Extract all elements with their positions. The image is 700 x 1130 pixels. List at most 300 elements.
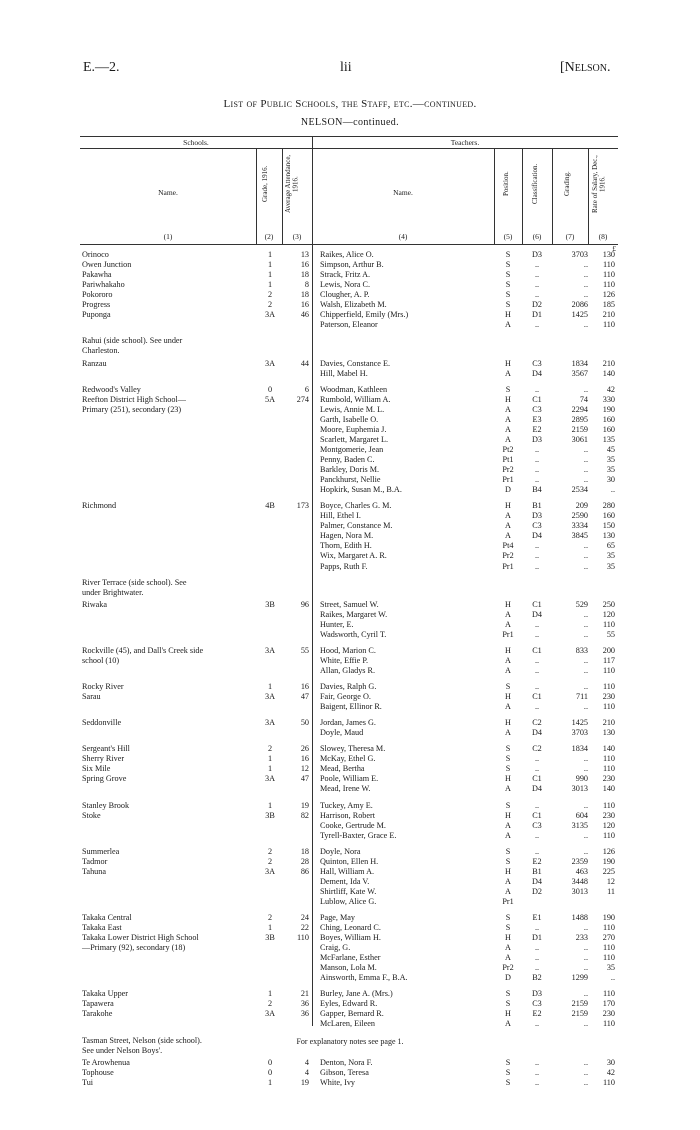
cell-grading: .. xyxy=(583,989,588,999)
cell-school-name: Tophouse xyxy=(82,1067,114,1077)
cell-position: H xyxy=(505,358,511,368)
cell-teacher-name: Woodman, Kathleen xyxy=(320,384,388,394)
cell-attendance: 44 xyxy=(300,358,309,368)
cell-grading: 3135 xyxy=(571,820,588,830)
table-row xyxy=(80,913,618,923)
cell-classification: .. xyxy=(534,665,540,675)
cell-teacher-name: Jordan, James G. xyxy=(320,718,376,728)
cell-salary: 130 xyxy=(602,250,615,259)
table-row xyxy=(80,455,618,465)
cell-teacher-name: Simpson, Arthur B. xyxy=(320,260,384,270)
cell-school-name: Primary (251), secondary (23) xyxy=(82,404,182,414)
cell-teacher-name: Strack, Fritz A. xyxy=(320,270,371,280)
cell-school-name: Stoke xyxy=(82,810,101,820)
cell-classification: D4 xyxy=(531,531,542,541)
table-row xyxy=(80,692,618,702)
cell-salary: 110 xyxy=(603,953,615,963)
table-row xyxy=(80,963,618,973)
table-row xyxy=(80,989,618,999)
cell-position: H xyxy=(505,310,511,320)
cell-position: S xyxy=(505,744,511,754)
cell-teacher-name: Craig, G. xyxy=(320,943,351,953)
cell-attendance: 26 xyxy=(300,744,309,754)
cell-school-name: Summerlea xyxy=(82,846,120,856)
table-row xyxy=(80,346,618,356)
cell-grading: 2086 xyxy=(571,300,588,310)
cell-classification: .. xyxy=(534,444,540,454)
cell-teacher-name: McKay, Ethel G. xyxy=(320,754,376,764)
cell-classification: .. xyxy=(534,619,540,629)
cell-position: S xyxy=(505,1077,511,1087)
cell-classification: .. xyxy=(534,290,540,300)
cell-grade: 1 xyxy=(267,682,273,691)
cell-teacher-name: Harrison, Robert xyxy=(320,810,376,820)
cell-teacher-name: Walsh, Elizabeth M. xyxy=(320,300,387,310)
cell-grading: .. xyxy=(583,655,588,665)
cell-position: A xyxy=(505,434,511,444)
cell-attendance: 46 xyxy=(300,310,309,320)
cell-school-name: Seddonville xyxy=(82,718,122,728)
cell-salary: 110 xyxy=(603,619,615,629)
cell-teacher-name: Poole, William E. xyxy=(320,774,379,784)
cell-grading: 1425 xyxy=(571,310,588,320)
table-row xyxy=(80,877,618,887)
cell-salary: 110 xyxy=(603,280,615,290)
cell-grading: .. xyxy=(583,455,588,464)
cell-classification: C2 xyxy=(532,718,542,728)
table-row xyxy=(80,588,618,598)
cell-classification: C1 xyxy=(532,394,542,404)
cell-grading: .. xyxy=(583,1077,588,1087)
cell-position: H xyxy=(505,774,511,784)
cell-classification: D4 xyxy=(531,609,542,619)
cell-classification: D3 xyxy=(531,250,542,259)
cell-salary: 230 xyxy=(602,774,615,784)
cell-salary: 210 xyxy=(602,310,615,320)
cell-salary: 110 xyxy=(603,800,615,810)
cell-teacher-name: Allan, Gladys R. xyxy=(320,665,376,675)
cell-salary: 250 xyxy=(602,599,615,609)
table-row xyxy=(80,847,618,857)
cell-position: S xyxy=(505,912,511,922)
table-row xyxy=(80,821,618,831)
col-num: (4) xyxy=(398,232,408,241)
cell-classification: .. xyxy=(534,280,540,290)
cell-classification: C3 xyxy=(532,404,542,414)
cell-salary: 270 xyxy=(602,933,615,942)
cell-teacher-name: Eyles, Edward R. xyxy=(320,999,378,1009)
cell-attendance: 24 xyxy=(300,912,309,922)
cell-grade: 1 xyxy=(267,270,273,280)
table-row xyxy=(80,531,618,541)
cell-grading: 2895 xyxy=(571,414,588,424)
cell-school-name: Te Arowhenua xyxy=(82,1057,130,1067)
cell-grade: 5A xyxy=(264,394,275,404)
cell-salary: 190 xyxy=(602,404,615,414)
cell-school-name: Owen Junction xyxy=(82,260,132,270)
cell-school-name: Sarau xyxy=(82,692,101,701)
cell-teacher-name: Denton, Nora F. xyxy=(320,1057,373,1067)
cell-teacher-name: Hood, Marion C. xyxy=(320,645,376,655)
cell-grading: 1834 xyxy=(571,744,588,754)
group-header-teachers: Teachers. xyxy=(450,138,480,147)
cell-school-name: Takaka Central xyxy=(82,912,132,922)
table-row xyxy=(80,1046,618,1056)
cell-classification: D3 xyxy=(531,511,542,521)
col-num: (7) xyxy=(565,232,575,241)
footer-note: For explanatory notes see page 1. xyxy=(296,1037,404,1046)
cell-position: S xyxy=(505,800,511,810)
cell-salary: 35 xyxy=(606,963,615,973)
cell-salary: 230 xyxy=(602,1009,615,1019)
cell-grading: .. xyxy=(583,551,588,561)
cell-salary: 140 xyxy=(602,784,615,794)
cell-grade: 0 xyxy=(267,1057,273,1067)
cell-teacher-name: Baigent, Ellinor R. xyxy=(320,702,382,712)
cell-position: A xyxy=(505,424,511,434)
cell-position: S xyxy=(505,300,511,310)
cell-salary: 190 xyxy=(602,856,615,866)
cell-position: S xyxy=(505,250,511,259)
cell-grading: 2359 xyxy=(571,856,588,866)
cell-grade: 3A xyxy=(264,866,275,876)
cell-classification: D1 xyxy=(531,310,542,320)
cell-teacher-name: Ainsworth, Emma F., B.A. xyxy=(320,973,408,983)
cell-grade: 2 xyxy=(267,912,273,922)
cell-teacher-name: White, Effie P. xyxy=(320,655,369,665)
cell-grading: .. xyxy=(583,629,588,639)
cell-grading: 1488 xyxy=(571,912,588,922)
table-row xyxy=(80,620,618,630)
cell-classification: .. xyxy=(534,384,540,394)
table-row xyxy=(80,728,618,738)
cell-school-name: Pariwhakaho xyxy=(82,280,125,290)
table-row xyxy=(80,336,618,346)
cell-position: Pt4 xyxy=(502,541,514,551)
table-row xyxy=(80,774,618,784)
cell-grading: 2159 xyxy=(571,424,588,434)
cell-grading: 990 xyxy=(575,774,588,784)
cell-teacher-name: Tuckey, Amy E. xyxy=(320,800,373,810)
cell-school-name: Takaka Lower District High School xyxy=(82,933,199,942)
cell-position: Pr1 xyxy=(502,475,514,485)
cell-school-name: Sergeant's Hill xyxy=(82,744,130,754)
cell-grading: .. xyxy=(583,475,588,485)
cell-grading: .. xyxy=(583,465,588,474)
cell-school-name: Progress xyxy=(82,300,111,310)
cell-classification: .. xyxy=(534,541,540,551)
table-row xyxy=(80,320,618,330)
table-row xyxy=(80,511,618,521)
cell-attendance: 36 xyxy=(300,1009,309,1019)
cell-teacher-name: Wadsworth, Cyril T. xyxy=(320,629,387,639)
cell-attendance: 19 xyxy=(300,800,309,810)
cell-position: A xyxy=(505,1019,511,1029)
cell-school-name: River Terrace (side school). See xyxy=(82,577,187,587)
cell-classification: .. xyxy=(534,561,540,571)
cell-grading: .. xyxy=(583,280,588,290)
cell-classification: C3 xyxy=(532,521,542,531)
table-row xyxy=(80,610,618,620)
cell-salary: 45 xyxy=(606,444,615,454)
cell-teacher-name: Paterson, Eleanor xyxy=(320,320,378,330)
cell-grade: 1 xyxy=(267,754,273,764)
table-row xyxy=(80,521,618,531)
cell-teacher-name: Cooke, Gertrude M. xyxy=(320,820,386,830)
cell-teacher-name: Hopkirk, Susan M., B.A. xyxy=(320,485,402,495)
cell-classification: .. xyxy=(534,260,540,270)
cell-teacher-name: Papps, Ruth F. xyxy=(320,561,368,571)
cell-position: A xyxy=(505,953,511,963)
cell-grading: .. xyxy=(583,320,588,330)
cell-attendance: 47 xyxy=(300,692,309,701)
cell-classification: C3 xyxy=(532,358,542,368)
cell-position: A xyxy=(505,886,511,896)
cell-position: Pt2 xyxy=(502,444,514,454)
cell-position: A xyxy=(505,876,511,886)
cell-salary: 140 xyxy=(602,744,615,754)
cell-salary: 35 xyxy=(606,465,615,474)
cell-salary: .. xyxy=(610,485,615,495)
cell-classification: C1 xyxy=(532,645,542,655)
cell-teacher-name: Quinton, Ellen H. xyxy=(320,856,379,866)
table-row xyxy=(80,280,618,290)
cell-attendance: 6 xyxy=(304,384,309,394)
cell-position: H xyxy=(505,645,511,655)
cell-salary: 110 xyxy=(603,320,615,330)
cell-school-name: Pakawha xyxy=(82,270,112,280)
cell-classification: .. xyxy=(534,953,540,963)
header-bottom-rule xyxy=(80,244,618,245)
cell-grading: 3013 xyxy=(571,784,588,794)
cell-attendance: 274 xyxy=(296,394,309,404)
cell-grading: .. xyxy=(583,764,588,774)
table-row xyxy=(80,385,618,395)
cell-classification: .. xyxy=(534,1057,540,1067)
cell-school-name: Takaka East xyxy=(82,923,122,932)
cell-teacher-name: Barkley, Doris M. xyxy=(320,465,380,474)
cell-classification: C1 xyxy=(532,774,542,784)
cell-teacher-name: Clougher, A. P. xyxy=(320,290,370,300)
col-header-grading: Grading. xyxy=(563,171,571,197)
cell-attendance: 21 xyxy=(300,989,309,999)
table-row xyxy=(80,300,618,310)
cell-classification: .. xyxy=(534,1019,540,1029)
cell-classification: .. xyxy=(534,846,540,856)
cell-school-name: Tarakohe xyxy=(82,1009,113,1019)
cell-salary: 160 xyxy=(602,511,615,521)
cell-position: S xyxy=(505,856,511,866)
cell-teacher-name: Dement, Ida V. xyxy=(320,876,370,886)
col-divider xyxy=(552,148,553,244)
table-row xyxy=(80,744,618,754)
col-divider xyxy=(282,148,283,244)
cell-classification: .. xyxy=(534,800,540,810)
cell-salary: 65 xyxy=(606,541,615,551)
cell-grade: 2 xyxy=(267,300,273,310)
col-header-school-name: Name. xyxy=(158,188,178,197)
cell-classification: B2 xyxy=(532,973,542,983)
table-row xyxy=(80,260,618,270)
cell-teacher-name: Fair, George O. xyxy=(320,692,371,701)
table-row xyxy=(80,943,618,953)
table-row xyxy=(80,682,618,692)
cell-salary: 110 xyxy=(603,702,615,712)
cell-grading: 3448 xyxy=(571,876,588,886)
cell-grading: .. xyxy=(583,1019,588,1029)
cell-grading: .. xyxy=(583,682,588,691)
cell-classification: .. xyxy=(534,465,540,474)
cell-classification: .. xyxy=(534,702,540,712)
cell-classification: D2 xyxy=(531,300,542,310)
table-row xyxy=(80,369,618,379)
table-row xyxy=(80,923,618,933)
cell-classification: D4 xyxy=(531,876,542,886)
table-row xyxy=(80,250,618,260)
cell-salary: 110 xyxy=(603,682,615,691)
table-row xyxy=(80,933,618,943)
cell-school-name: Rahui (side school). See under xyxy=(82,336,183,346)
cell-school-name: Redwood's Valley xyxy=(82,384,141,394)
cell-teacher-name: Lewis, Annie M. L. xyxy=(320,404,385,414)
cell-teacher-name: Hunter, E. xyxy=(320,619,354,629)
cell-grading: 3061 xyxy=(571,434,588,444)
cell-attendance: 86 xyxy=(300,866,309,876)
cell-salary: 140 xyxy=(602,368,615,378)
cell-position: H xyxy=(505,501,511,511)
cell-grade: 0 xyxy=(267,1067,273,1077)
cell-salary: 135 xyxy=(602,434,615,444)
table-row xyxy=(80,666,618,676)
cell-classification: .. xyxy=(534,455,540,464)
cell-grading: 833 xyxy=(575,645,588,655)
cell-grading: .. xyxy=(583,541,588,551)
cell-grade: 2 xyxy=(267,999,273,1009)
cell-position: S xyxy=(505,384,511,394)
table-row xyxy=(80,646,618,656)
cell-classification: .. xyxy=(534,475,540,485)
cell-grading: 711 xyxy=(576,692,588,701)
cell-teacher-name: Davies, Constance E. xyxy=(320,358,391,368)
cell-attendance: 82 xyxy=(300,810,309,820)
cell-grading: 1299 xyxy=(571,973,588,983)
table-row xyxy=(80,887,618,897)
page-header-right: [Nelson. xyxy=(560,60,611,75)
cell-salary: 210 xyxy=(602,718,615,728)
col-divider xyxy=(256,148,257,244)
cell-position: S xyxy=(505,1067,511,1077)
cell-attendance: 18 xyxy=(300,270,309,280)
cell-salary: 117 xyxy=(603,655,615,665)
cell-salary: 230 xyxy=(602,692,615,701)
cell-grading: .. xyxy=(583,561,588,571)
cell-teacher-name: Boyes, William H. xyxy=(320,933,381,942)
cell-grade: 3B xyxy=(265,599,275,609)
cell-position: A xyxy=(505,320,511,330)
cell-attendance: 22 xyxy=(300,923,309,932)
table-row xyxy=(80,1068,618,1078)
cell-grading: 2590 xyxy=(571,511,588,521)
cell-grading: 2159 xyxy=(571,1009,588,1019)
cell-attendance: 50 xyxy=(300,718,309,728)
cell-grading: 3703 xyxy=(571,728,588,738)
cell-position: H xyxy=(505,866,511,876)
cell-grading: .. xyxy=(583,290,588,300)
cell-classification: .. xyxy=(534,682,540,691)
table-row xyxy=(80,656,618,666)
cell-position: D xyxy=(505,485,511,495)
table-row xyxy=(80,395,618,405)
cell-grade: 3A xyxy=(264,310,275,320)
cell-grading: .. xyxy=(583,665,588,675)
cell-salary: 170 xyxy=(602,999,615,1009)
table-row xyxy=(80,702,618,712)
table-row xyxy=(80,897,618,907)
cell-grading: 3567 xyxy=(571,368,588,378)
table-row xyxy=(80,465,618,475)
cell-grade: 3A xyxy=(264,1009,275,1019)
table-row xyxy=(80,425,618,435)
cell-position: A xyxy=(505,702,511,712)
page-title: List of Public Schools, the Staff, etc.—continued. xyxy=(223,98,477,110)
table-row xyxy=(80,270,618,280)
cell-classification: .. xyxy=(534,320,540,330)
cell-grading: 529 xyxy=(575,599,588,609)
col-header-position: Position. xyxy=(502,171,510,197)
cell-grading: .. xyxy=(583,953,588,963)
col-num: (5) xyxy=(503,232,513,241)
cell-teacher-name: Gibson, Teresa xyxy=(320,1067,369,1077)
cell-teacher-name: Rumbold, William A. xyxy=(320,394,391,404)
cell-attendance: 36 xyxy=(300,999,309,1009)
cell-salary: 160 xyxy=(602,414,615,424)
cell-classification: E2 xyxy=(532,856,542,866)
cell-attendance: 16 xyxy=(300,754,309,764)
cell-grade: 0 xyxy=(267,384,273,394)
cell-salary: 150 xyxy=(602,521,615,531)
cell-school-name: Tui xyxy=(82,1077,94,1087)
cell-teacher-name: Doyle, Nora xyxy=(320,846,361,856)
cell-grading: 3334 xyxy=(571,521,588,531)
cell-salary: 110 xyxy=(603,923,615,932)
cell-school-name: Tapawera xyxy=(82,999,114,1009)
table-row xyxy=(80,973,618,983)
cell-classification: .. xyxy=(534,923,540,932)
cell-grade: 4B xyxy=(265,501,275,511)
table-row xyxy=(80,831,618,841)
cell-salary: 110 xyxy=(603,270,615,280)
cell-attendance: 16 xyxy=(300,682,309,691)
cell-teacher-name: Hill, Mabel H. xyxy=(320,368,368,378)
cell-position: H xyxy=(505,394,511,404)
cell-position: A xyxy=(505,521,511,531)
cell-teacher-name: Montgomerie, Jean xyxy=(320,444,384,454)
cell-classification: D3 xyxy=(531,989,542,999)
table-row xyxy=(80,600,618,610)
page-subtitle: NELSON—continued. xyxy=(300,117,400,128)
cell-school-name: Spring Grove xyxy=(82,774,127,784)
cell-school-name: Six Mile xyxy=(82,764,111,774)
cell-grading: .. xyxy=(583,609,588,619)
cell-school-name: Sherry River xyxy=(82,754,125,764)
cell-classification: C3 xyxy=(532,999,542,1009)
cell-teacher-name: Manson, Lola M. xyxy=(320,963,377,973)
cell-teacher-name: Street, Samuel W. xyxy=(320,599,379,609)
cell-school-name: See under Nelson Boys'. xyxy=(82,1045,163,1055)
cell-school-name: under Brightwater. xyxy=(82,587,144,597)
cell-teacher-name: McLaren, Eileen xyxy=(320,1019,376,1029)
col-num: (6) xyxy=(532,232,542,241)
